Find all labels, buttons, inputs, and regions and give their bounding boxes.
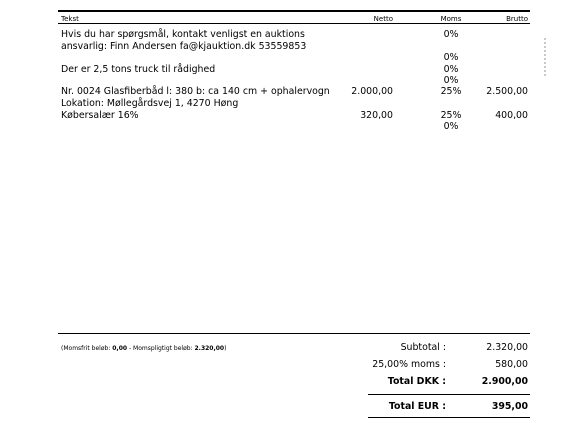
line-item-text: ansvarlig: Finn Andersen fa@kjauktion.dk 53559853	[61, 41, 307, 52]
page-edge-mark	[544, 38, 546, 76]
momspligtigt-amount: 2.320,00	[194, 345, 225, 352]
total-eur-label: Total EUR :	[388, 401, 446, 412]
line-item-moms: 0%	[443, 29, 459, 40]
line-item-moms: 25%	[440, 86, 462, 97]
footnote-middle: - Momspligtigt beløb:	[127, 345, 195, 352]
line-item-text: Lokation: Møllegårdsvej 1, 4270 Høng	[61, 98, 239, 109]
line-item-text: Købersalær 16%	[61, 110, 139, 121]
line-item-netto: 320,00	[360, 110, 393, 121]
total-dkk-label: Total DKK :	[387, 376, 446, 387]
moms-label: 25,00% moms :	[372, 359, 446, 370]
line-item-moms: 25%	[440, 110, 462, 121]
line-item-text: Der er 2,5 tons truck til rådighed	[61, 64, 216, 75]
line-item-moms: 0%	[443, 64, 459, 75]
total-dkk-value: 2.900,00	[481, 376, 528, 387]
line-item-text: Hvis du har spørgsmål, kontakt venligst en auktions	[61, 29, 305, 40]
line-item-moms: 0%	[443, 121, 459, 132]
subtotal-value: 2.320,00	[486, 342, 528, 353]
footnote-prefix: (Momsfrit beløb:	[61, 345, 113, 352]
header-bottom-rule	[58, 23, 530, 24]
column-header-text: Tekst	[61, 15, 79, 23]
line-item-text: Nr. 0024 Glasfiberbåd l: 380 b: ca 140 cm + ophalervogn	[61, 86, 330, 97]
header-top-rule	[58, 10, 530, 12]
momsfrit-amount: 0,00	[112, 345, 128, 352]
line-item-netto: 2.000,00	[351, 86, 393, 97]
subtotal-label: Subtotal :	[400, 342, 446, 353]
line-item-brutto: 400,00	[495, 110, 528, 121]
column-header-brutto: Brutto	[506, 15, 528, 23]
line-item-moms: 0%	[443, 75, 459, 86]
line-item-brutto: 2.500,00	[486, 86, 528, 97]
column-header-netto: Netto	[373, 15, 393, 23]
footnote-suffix: )	[224, 345, 227, 352]
moms-value: 580,00	[495, 359, 528, 370]
vat-footnote	[61, 345, 226, 352]
totals-bottom-rule	[368, 417, 530, 418]
totals-top-rule	[58, 333, 530, 334]
line-item-moms: 0%	[443, 52, 459, 63]
total-eur-value: 395,00	[491, 401, 528, 412]
totals-eur-rule	[368, 394, 530, 395]
column-header-moms: Moms	[440, 15, 462, 23]
